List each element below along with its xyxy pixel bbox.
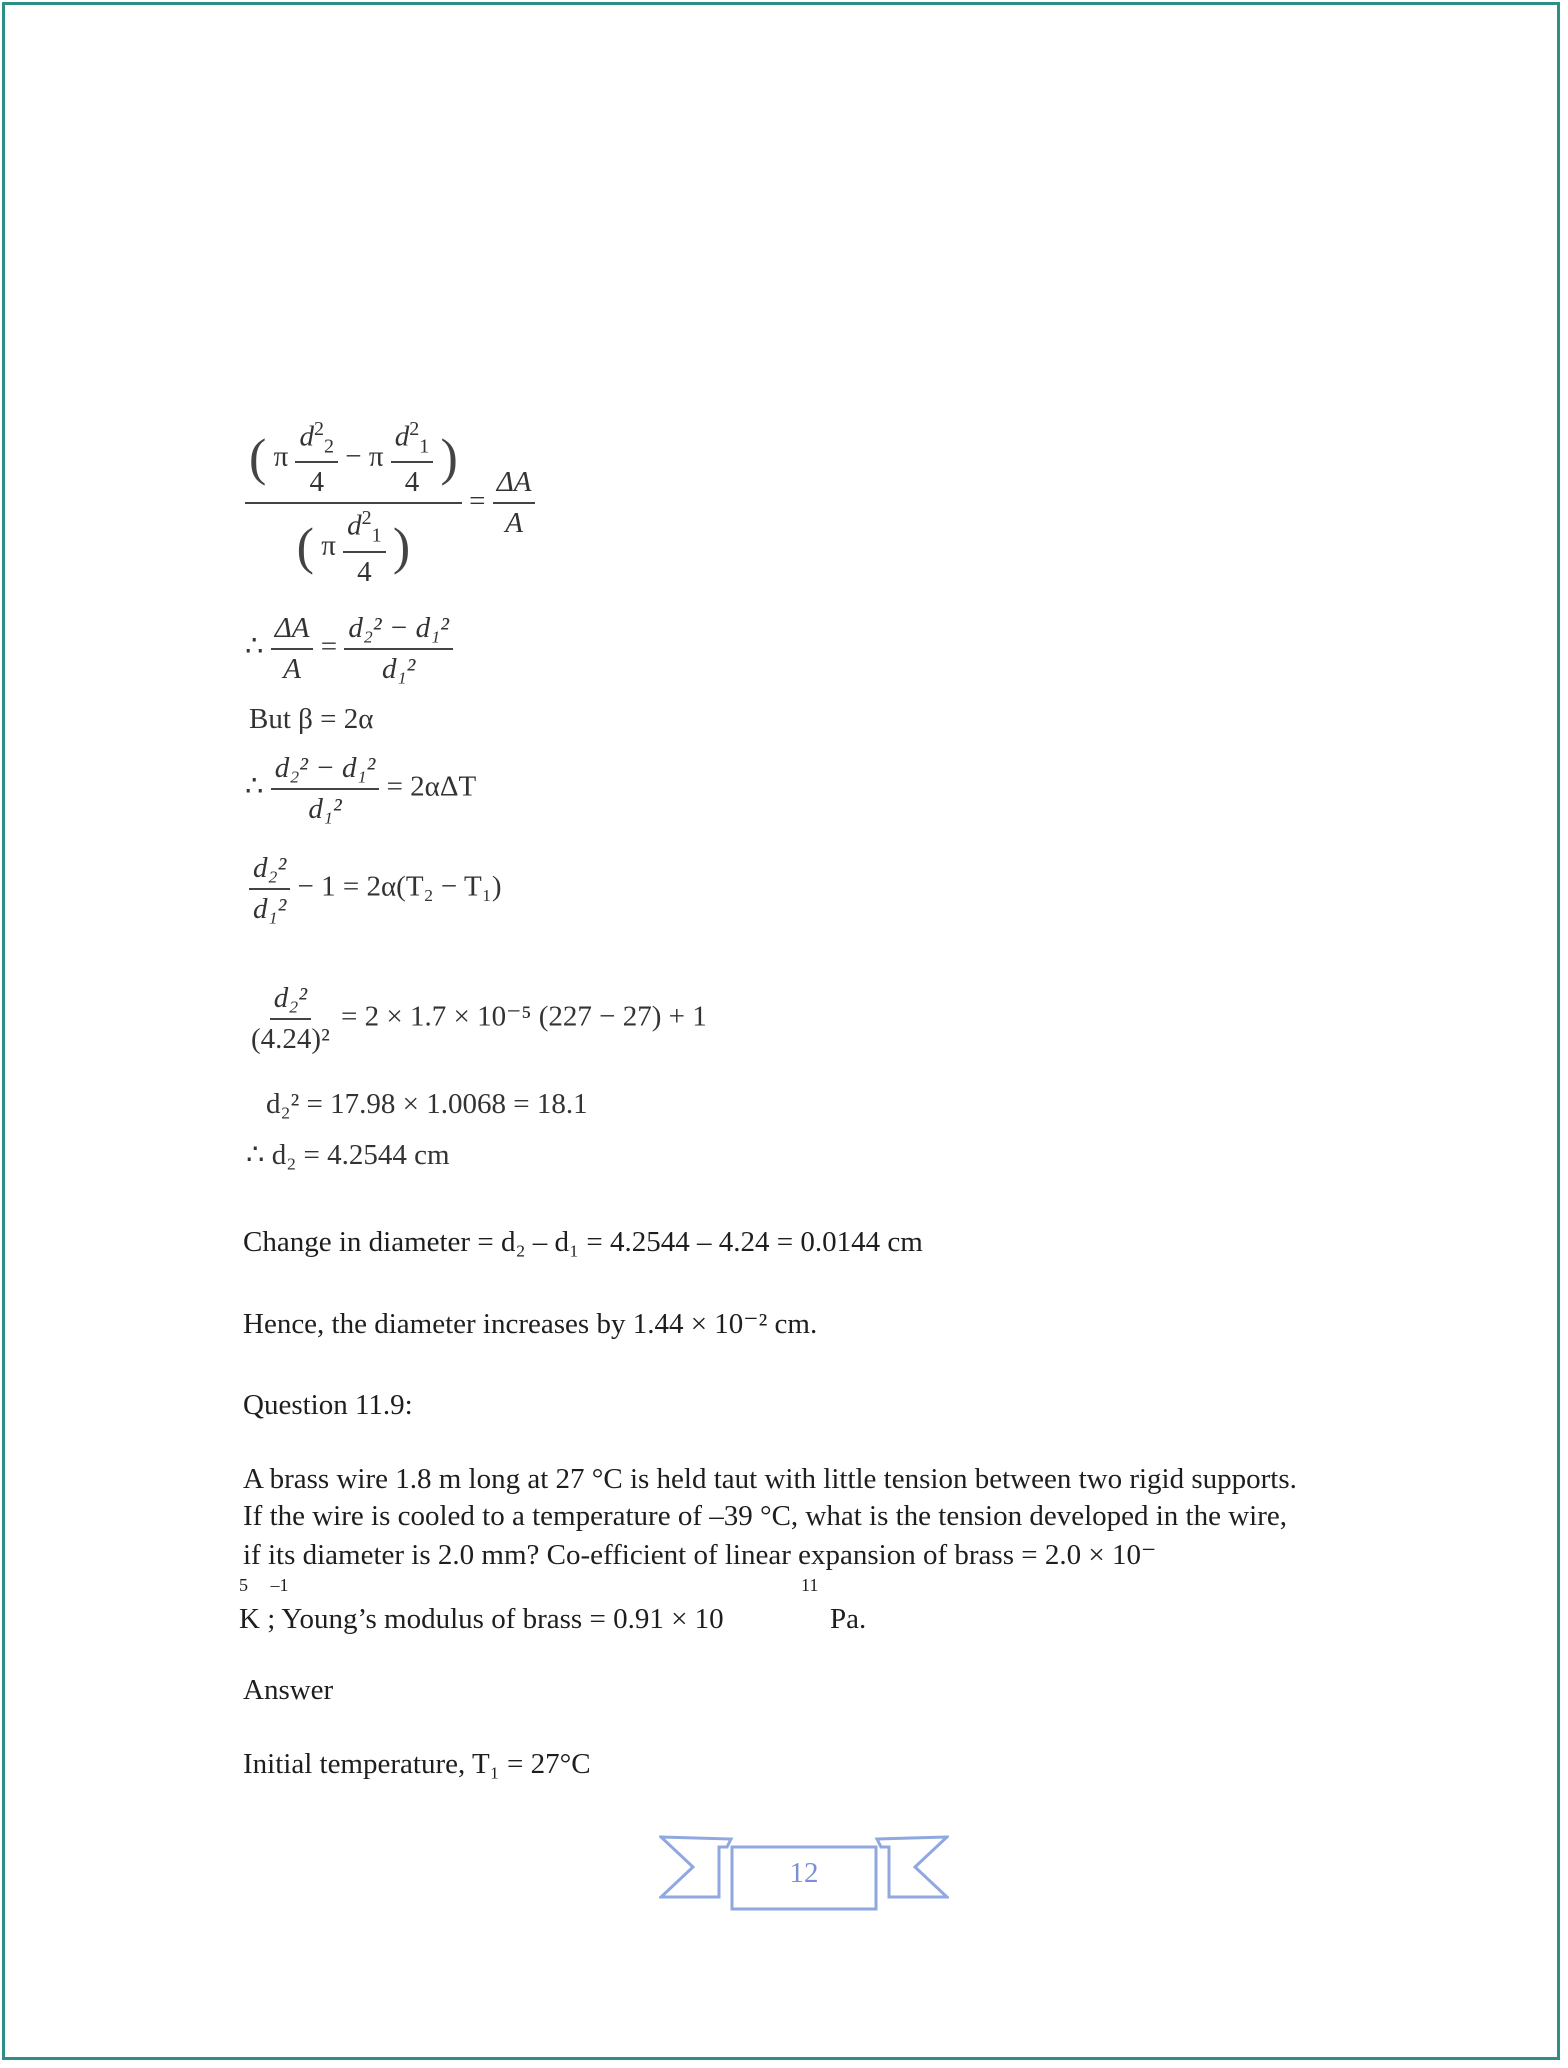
equation-substitution: $\frac{\text{d₂²}}{\text{(4.24)²}}$ = 2 × 1.7 × 10⁻⁵ (227 − 27) + 1 [251,982,707,1055]
question-line-2: If the wire is cooled to a temperature of –39 °C, what is the tension developed in the wire, [243,1500,1288,1532]
question-line-1: A brass wire 1.8 m long at 27 °C is held taut with little tension between two rigid supports. [243,1463,1297,1495]
equation-temperature-difference: $\frac{\text{d₂²}}{\text{d₁²}}$ − 1 = 2α(T₂ − T₁) [249,852,501,926]
equation-beta: But β = 2α [249,703,374,735]
page-number: 12 [789,1857,819,1889]
question-line-4: K ; Young’s modulus of brass = 0.91 × 10 [239,1603,724,1635]
equation-delta-a-ratio: ∴ $\frac{\Delta A}{A}$ = $\frac{\text{d₂² − d₁²}}{\text{d₁²}}$ [245,612,453,686]
question-title: Question 11.9: [243,1389,413,1421]
question-line-4-unit: Pa. [830,1603,867,1635]
equation-2-alpha-delta-t: ∴ $\frac{\text{d₂² − d₁²}}{\text{d₁²}}$ = 2αΔT [245,752,477,825]
page-number-ribbon [659,1833,949,1913]
question-exponent-right: 11 [801,1575,819,1595]
page-border [2,2,1560,2060]
initial-temperature: Initial temperature, T₁ = 27°C [243,1748,591,1780]
change-in-diameter: Change in diameter = d₂ – d₁ = 4.2544 – 4.24 = 0.0144 cm [243,1226,923,1258]
answer-heading: Answer [243,1674,334,1706]
equation-d2-squared: d₂² = 17.98 × 1.0068 = 18.1 [266,1088,588,1120]
question-exponent-left: 5 –1 [239,1575,289,1595]
hence-statement: Hence, the diameter increases by 1.44 × 10⁻² cm. [243,1308,818,1340]
equation-area-ratio: ( π $\frac{d^2_2}{4}$ − π $\frac{d^2_1}{4}$ ) ( π $\frac{d^2_1}{4}$ ) = $\frac{\Delta A}{A}$ [245,418,535,589]
question-line-3: if its diameter is 2.0 mm? Co-efficient of linear expansion of brass = 2.0 × 10⁻ [243,1539,1157,1571]
equation-d2-result: ∴ d₂ = 4.2544 cm [246,1139,450,1171]
